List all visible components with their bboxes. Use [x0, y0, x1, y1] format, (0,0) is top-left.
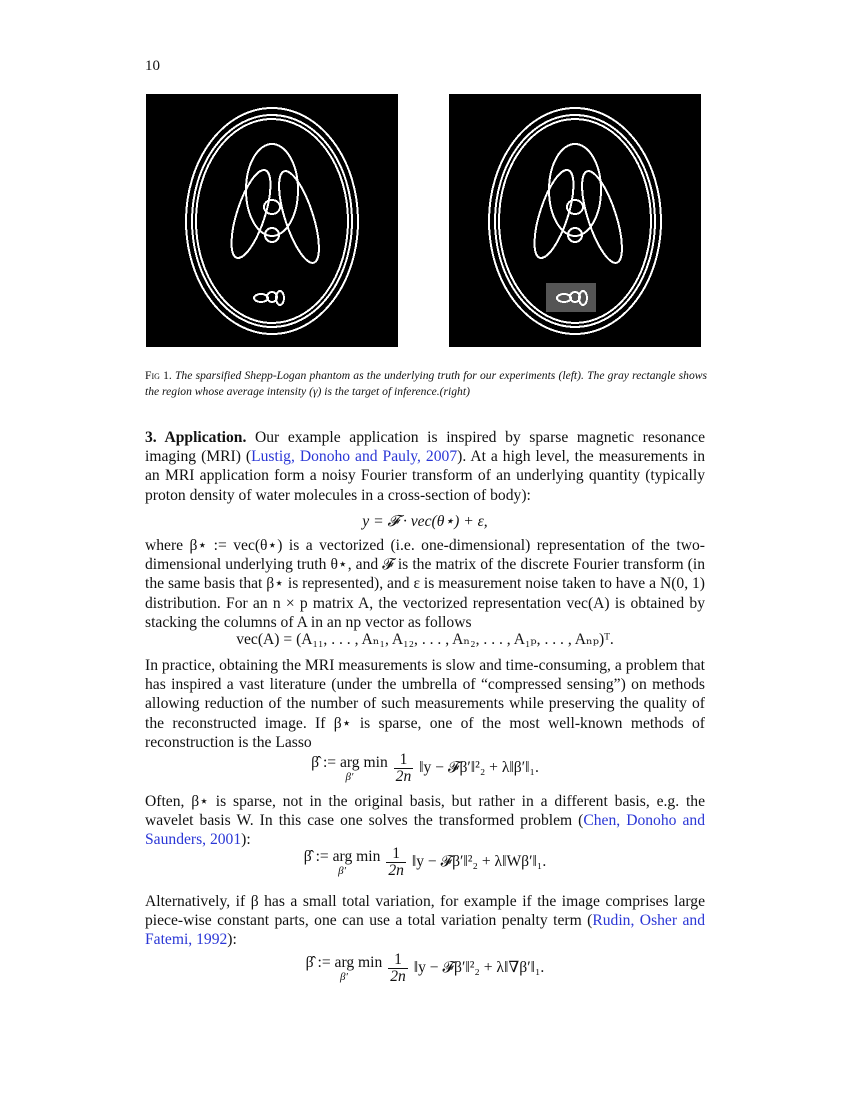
- equation-wavelet-lasso: [145, 846, 705, 879]
- citation-link[interactable]: Chen, Donoho and Saunders, 2001: [145, 812, 706, 849]
- paragraph-text: Often, β⋆ is sparse, not in the original basis, but rather in a different basis, e.g. the wavelet basis W. In this case one solves the transformed problem (: [145, 793, 705, 830]
- paragraph-text: ). At a high level, the measurements in an MRI application form a noisy Fourier transform of an underlying quantity (typically proton density of water molecules in a cross-section of body):: [145, 448, 706, 504]
- equation-lhs: β̂ := arg min: [311, 754, 388, 771]
- citation-link[interactable]: Rudin, Osher and Fatemi, 1992: [145, 912, 705, 949]
- phantom-figure-right: [449, 94, 701, 347]
- figure-caption-text: The sparsified Shepp-Logan phantom as the underlying truth for our experiments (left). The gray rectangle shows the region whose average intensity (γ) is the target of inference.(right): [145, 369, 708, 398]
- paragraph-application-intro: [145, 428, 705, 505]
- equation-lhs: β̂ := arg min: [303, 848, 381, 865]
- fraction-denominator: 2n: [390, 968, 406, 985]
- equation-vec-definition: vec(A) = (A₁₁, . . . , Aₙ₁, A₁₂, . . . , Aₙ₂, . . . , A₁ₚ, . . . , Aₙₚ)ᵀ.: [236, 631, 614, 648]
- paragraph-text: ):: [227, 931, 237, 949]
- shepp-logan-phantom-left: [146, 94, 398, 347]
- paragraph-text: Alternatively, if β has a small total variation, for example if the image comprises large piece-wise constant parts, one can use a total variation penalty term (: [145, 893, 705, 930]
- equation-argmin-subscript: β′: [340, 971, 348, 983]
- paragraph-wavelet: [145, 792, 705, 850]
- equation-argmin-subscript: β′: [345, 771, 354, 783]
- figure-caption: [145, 368, 707, 400]
- page-number: 10: [145, 58, 160, 74]
- shepp-logan-phantom-right: [449, 94, 701, 347]
- fraction-denominator: 2n: [395, 768, 412, 785]
- figure-caption-label: Fig 1.: [145, 369, 172, 382]
- fraction-numerator: 1: [394, 752, 414, 769]
- paragraph-total-variation: [145, 892, 705, 950]
- equation-argmin-subscript: β′: [338, 865, 347, 877]
- citation-link[interactable]: Lustig, Donoho and Pauly, 2007: [251, 448, 458, 466]
- fraction-denominator: 2n: [388, 862, 404, 879]
- fraction-numerator: 1: [386, 846, 406, 863]
- section-heading: 3. Application.: [145, 429, 247, 446]
- equation-lasso: [145, 752, 705, 785]
- paragraph-vectorization: where β⋆ := vec(θ⋆) is a vectorized (i.e. one-dimensional) representation of the two-dimensional underlying truth θ⋆, and 𝓕 is the matrix of the discrete Fourier transform (in the same basis that β⋆ is represented), and ε is measurement noise taken to have a N(0, 1) distribution. For an n × p matrix A, the vectorized representation vec(A) is obtained by stacking the columns of A in an np vector as follows: [145, 537, 705, 631]
- equation-rhs: ‖y − 𝓕β′‖²₂ + λ‖∇β′‖₁.: [413, 959, 545, 977]
- paragraph-compressed-sensing: In practice, obtaining the MRI measurements is slow and time-consuming, a problem that has inspired a vast literature (under the umbrella of “compressed sensing”) on methods allowing reduction of the number of such measurements while preserving the quality of the reconstructed image. If β⋆ is sparse, one of the most well-known methods of reconstruction is the Lasso: [145, 657, 705, 751]
- equation-tv-penalty: [145, 952, 705, 985]
- equation-lhs: β̂ := arg min: [305, 954, 383, 971]
- equation-measurement-model: y = 𝓕 · vec(θ⋆) + ε,: [362, 513, 488, 530]
- equation-rhs: ‖y − 𝓕β′‖²₂ + λ‖Wβ′‖₁.: [411, 853, 547, 871]
- paragraph-text: Our example application is inspired by sparse magnetic resonance imaging (MRI) (: [145, 429, 705, 466]
- phantom-figure-left: [146, 94, 398, 347]
- fraction-numerator: 1: [388, 952, 408, 969]
- paragraph-text: ):: [241, 831, 251, 849]
- equation-rhs: ‖y − 𝓕β′‖²₂ + λ‖β′‖₁.: [419, 759, 539, 777]
